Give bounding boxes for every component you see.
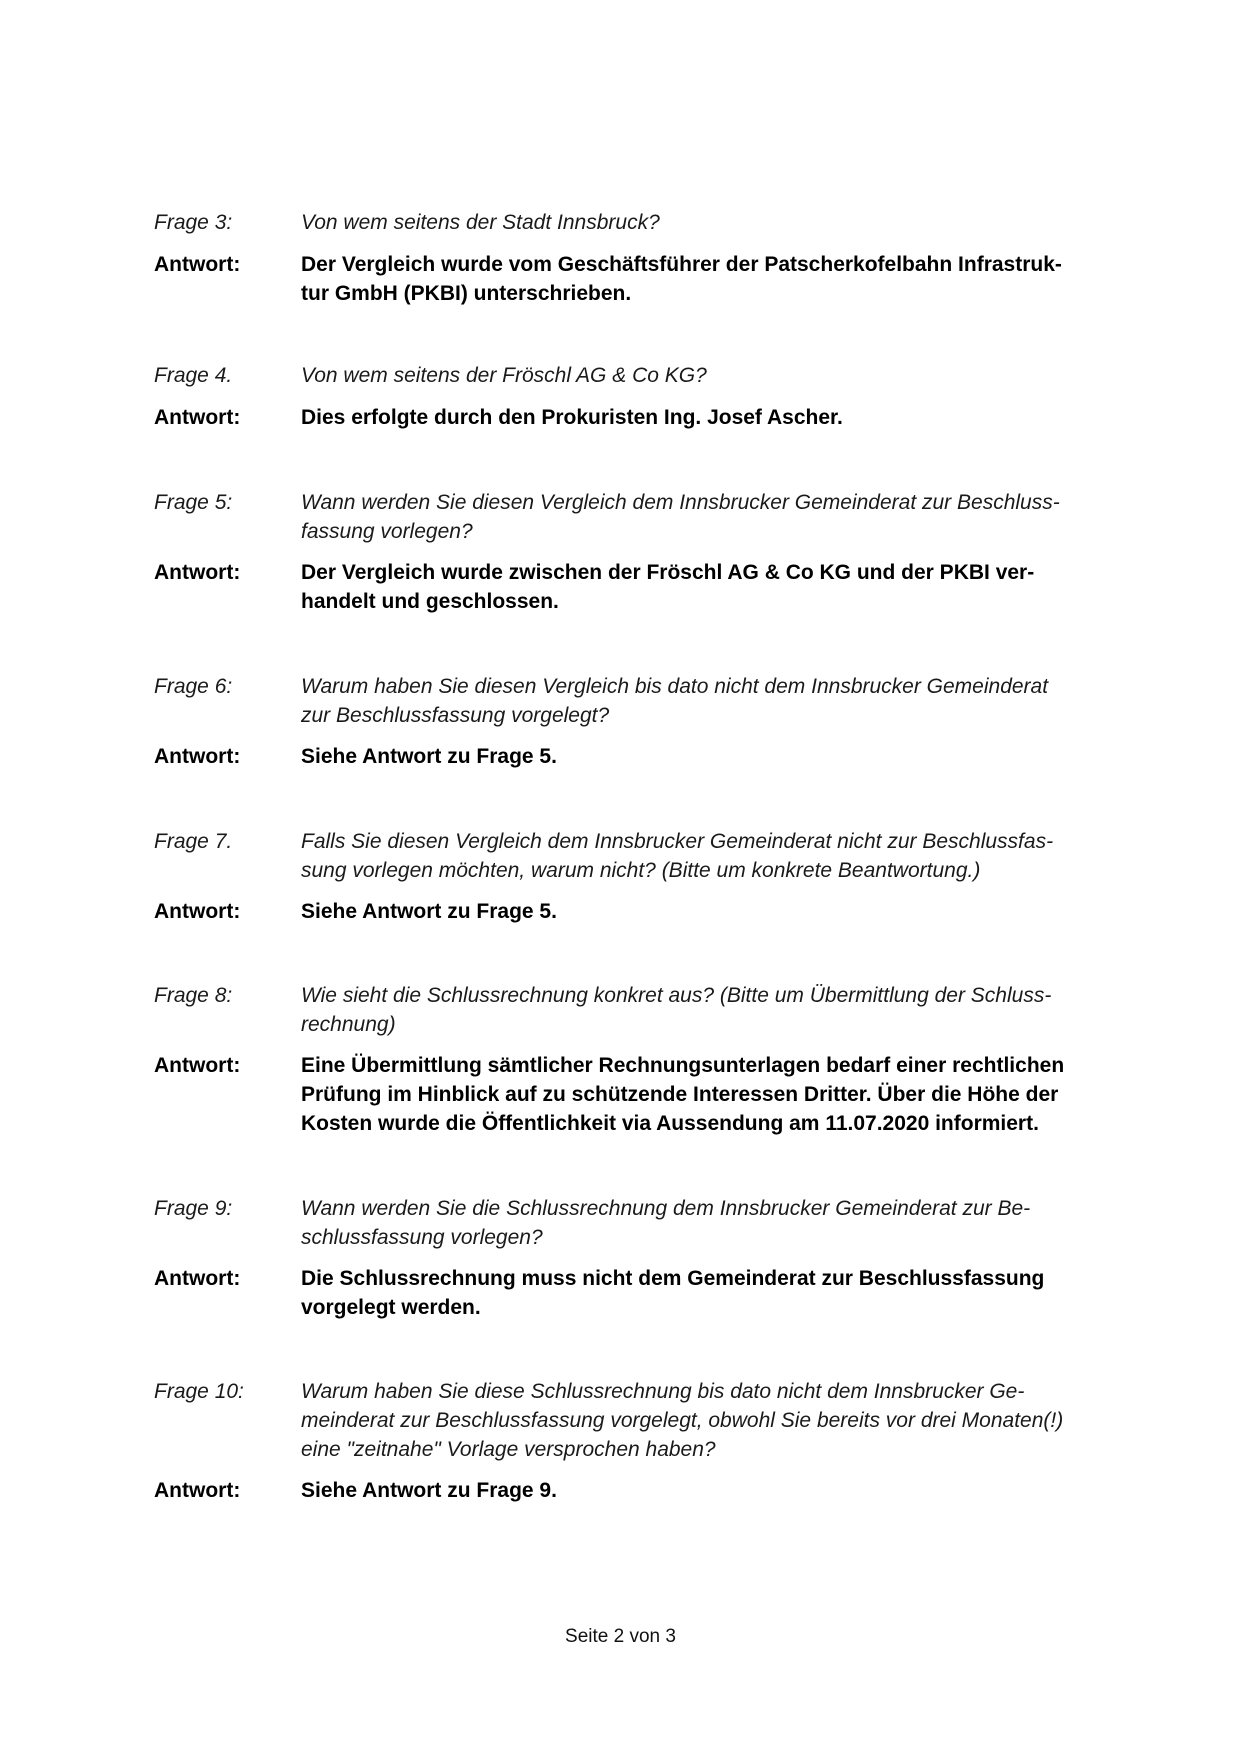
question-text: Von wem seitens der Fröschl AG & Co KG?: [301, 364, 707, 387]
question-label: Frage 6:: [154, 675, 233, 698]
question-7: [154, 827, 1154, 885]
answer-label: Antwort:: [154, 1054, 241, 1077]
answer-text: Siehe Antwort zu Frage 5.: [301, 900, 557, 923]
question-text: Warum haben Sie diese Schlussrechnung bis dato nicht dem Innsbrucker Ge- meinderat zur Beschlussfassung vorgelegt, obwohl Sie bereits vor drei Monaten(!) eine "zeitnahe" Vorlage versprochen haben?: [301, 1380, 1064, 1461]
question-text: Wann werden Sie diesen Vergleich dem Innsbrucker Gemeinderat zur Beschluss- fassung vorlegen?: [301, 491, 1060, 543]
answer-text: Der Vergleich wurde zwischen der Fröschl AG & Co KG und der PKBI ver- handelt und geschlossen.: [301, 561, 1035, 613]
answer-4: [154, 403, 1154, 432]
answer-text: Die Schlussrechnung muss nicht dem Gemeinderat zur Beschlussfassung vorgelegt werden.: [301, 1267, 1045, 1319]
question-4: [154, 361, 1154, 390]
question-label: Frage 5:: [154, 491, 233, 514]
answer-text: Eine Übermittlung sämtlicher Rechnungsunterlagen bedarf einer rechtlichen Prüfung im Hinblick auf zu schützende Interessen Dritter. Über die Höhe der Kosten wurde die Öffentlichkeit via Aussendung am 11.07.2020 informiert.: [301, 1054, 1065, 1135]
question-9: [154, 1194, 1154, 1252]
answer-text: Dies erfolgte durch den Prokuristen Ing. Josef Ascher.: [301, 406, 843, 429]
answer-5: [154, 558, 1154, 616]
answer-text: Der Vergleich wurde vom Geschäftsführer der Patscherkofelbahn Infrastruk- tur GmbH (PKBI) unterschrieben.: [301, 253, 1062, 305]
answer-label: Antwort:: [154, 900, 241, 923]
answer-label: Antwort:: [154, 253, 241, 276]
question-text: Wann werden Sie die Schlussrechnung dem Innsbrucker Gemeinderat zur Be- schlussfassung vorlegen?: [301, 1197, 1031, 1249]
question-label: Frage 7.: [154, 830, 233, 853]
question-text: Wie sieht die Schlussrechnung konkret aus? (Bitte um Übermittlung der Schluss- rechnung): [301, 984, 1052, 1036]
question-label: Frage 4.: [154, 364, 233, 387]
answer-6: [154, 742, 1154, 771]
answer-label: Antwort:: [154, 745, 241, 768]
question-6: [154, 672, 1154, 730]
page-number: Seite 2 von 3: [565, 1626, 676, 1647]
question-8: [154, 981, 1154, 1039]
answer-label: Antwort:: [154, 406, 241, 429]
question-label: Frage 10:: [154, 1380, 244, 1403]
question-text: Falls Sie diesen Vergleich dem Innsbrucker Gemeinderat nicht zur Beschlussfas- sung vorlegen möchten, warum nicht? (Bitte um konkrete Beantwortung.): [301, 830, 1054, 882]
question-3: [154, 208, 1154, 237]
answer-label: Antwort:: [154, 561, 241, 584]
answer-text: Siehe Antwort zu Frage 9.: [301, 1479, 557, 1502]
question-text: Warum haben Sie diesen Vergleich bis dato nicht dem Innsbrucker Gemeinderat zur Beschlussfassung vorgelegt?: [301, 675, 1049, 727]
question-5: [154, 488, 1154, 546]
answer-3: [154, 250, 1154, 308]
question-label: Frage 8:: [154, 984, 233, 1007]
answer-7: [154, 897, 1154, 926]
question-text: Von wem seitens der Stadt Innsbruck?: [301, 211, 660, 234]
answer-8: [154, 1051, 1154, 1138]
answer-9: [154, 1264, 1154, 1322]
answer-10: [154, 1476, 1154, 1505]
question-10: [154, 1377, 1154, 1464]
answer-text: Siehe Antwort zu Frage 5.: [301, 745, 557, 768]
question-label: Frage 3:: [154, 211, 233, 234]
answer-label: Antwort:: [154, 1267, 241, 1290]
question-label: Frage 9:: [154, 1197, 233, 1220]
answer-label: Antwort:: [154, 1479, 241, 1502]
